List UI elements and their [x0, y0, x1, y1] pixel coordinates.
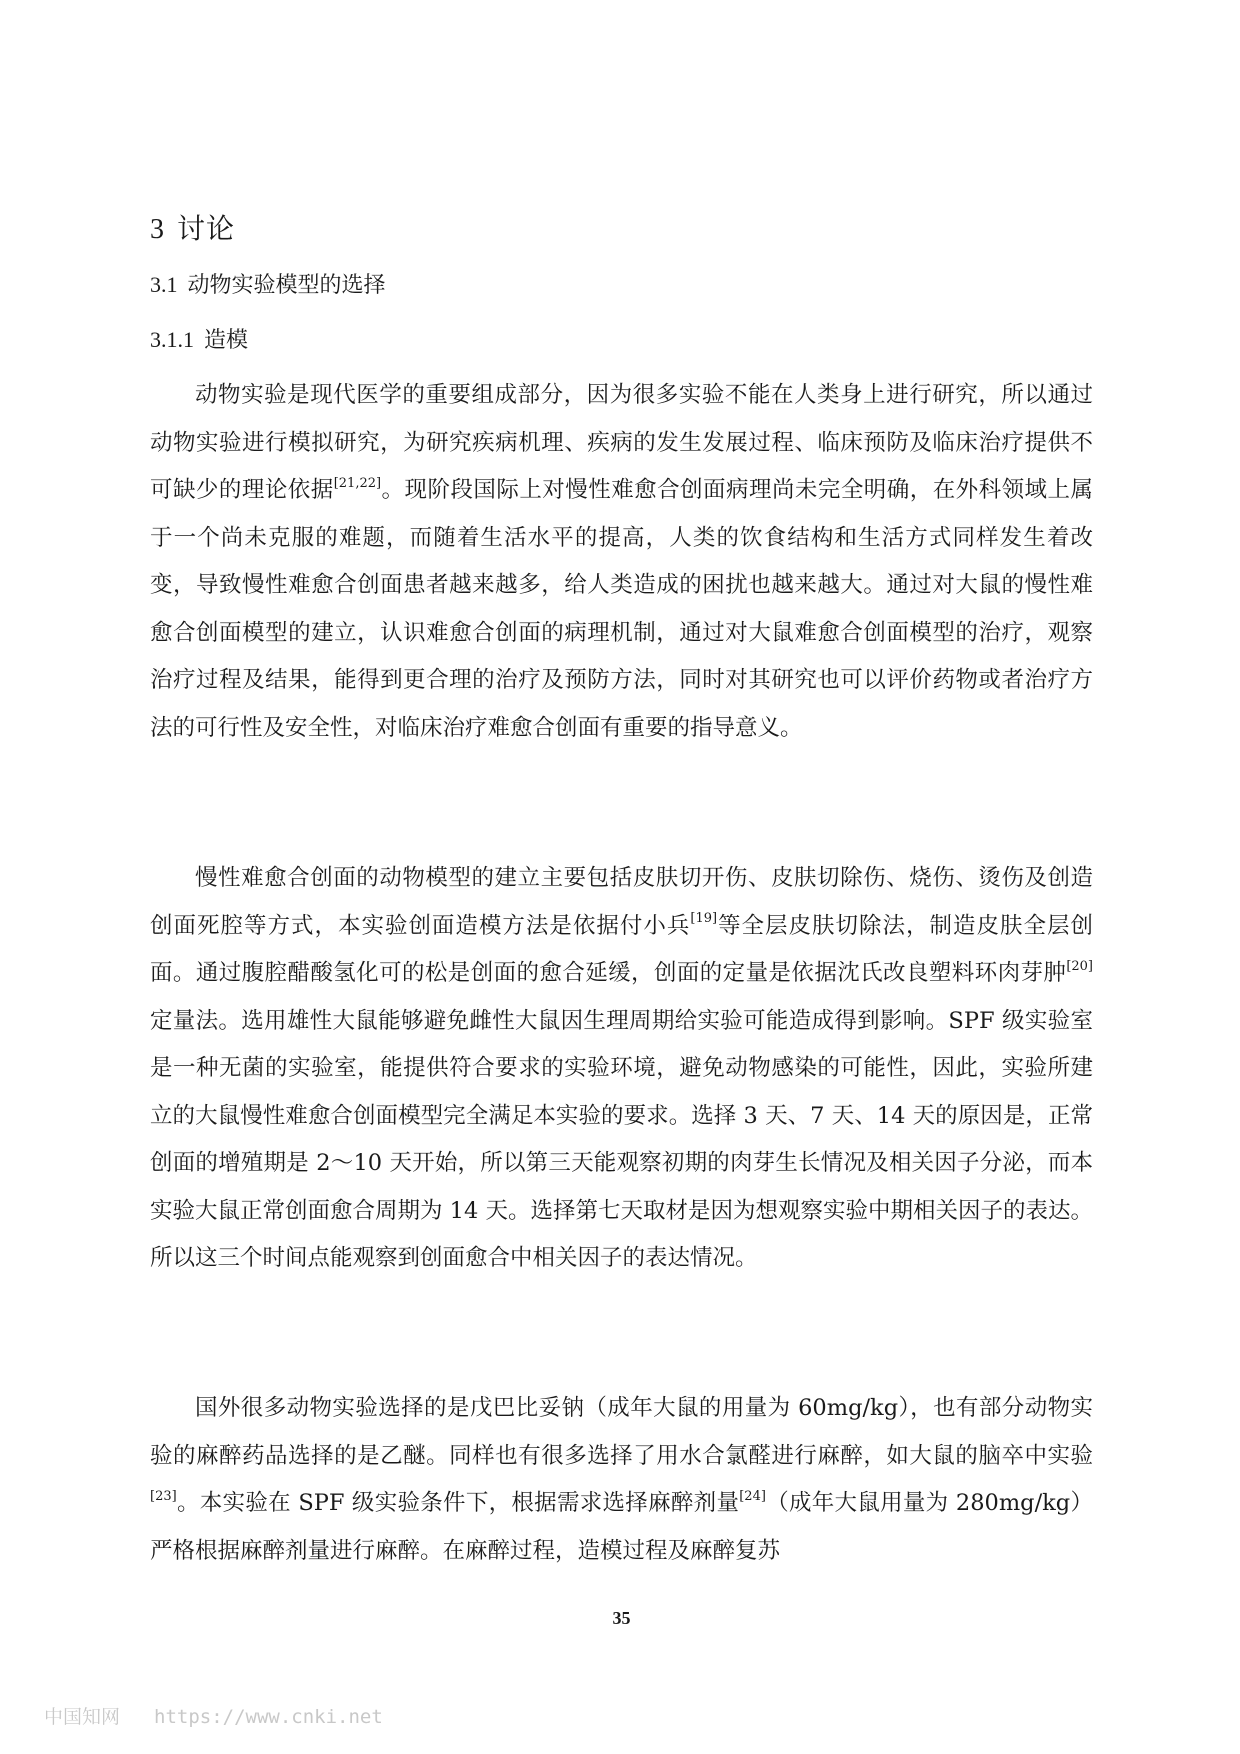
- paragraph-text: 。现阶段国际上对慢性难愈合创面病理尚未完全明确，在外科领域上属于一个尚未克服的难题，而随着生活水平的提高，人类的饮食结构和生活方式同样发生着改变，导致慢性难愈合创面患者越来越多，给人类造成的困扰也越来越大。通过对大鼠的慢性难愈合创面模型的建立，认识难愈合创面的病理机制，通过对大鼠难愈合创面模型的治疗，观察治疗过程及结果，能得到更合理的治疗及预防方法，同时对其研究也可以评价药物或者治疗方法的可行性及安全性，对临床治疗难愈合创面有重要的指导意义。: [150, 477, 1093, 741]
- subsection-title: 动物实验模型的选择: [187, 273, 386, 298]
- paragraph-text: 慢性难愈合创面的动物模型的建立主要包括皮肤切开伤、皮肤切除伤、烧伤、烫伤及创造创面死腔等方式，本实验创面造模方法是依据付小兵: [150, 865, 1093, 939]
- paragraph-text: 国外很多动物实验选择的是戊巴比妥钠（成年大鼠的用量为 60mg/kg），也有部分动物实验的麻醉药品选择的是乙醚。同样也有很多选择了用水合氯醛进行麻醉，如大鼠的脑卒中实验: [150, 1395, 1093, 1469]
- citation-ref: [24]: [739, 1488, 766, 1504]
- paragraph-text: 动物实验是现代医学的重要组成部分，因为很多实验不能在人类身上进行研究，所以通过动物实验进行模拟研究，为研究疾病机理、疾病的发生发展过程、临床预防及临床治疗提供不可缺少的理论依据: [150, 382, 1093, 503]
- paragraph-3-block: [150, 1385, 1093, 1575]
- section-number: 3: [150, 214, 165, 245]
- watermark-url: https://www.cnki.net: [154, 1706, 383, 1728]
- section-title: 讨论: [177, 212, 236, 245]
- subsection-heading: [150, 268, 386, 299]
- subsection-number: 3.1: [150, 272, 178, 297]
- citation-ref: [23]: [150, 1488, 177, 1504]
- body-paragraph: [150, 372, 1093, 752]
- watermark-brand: 中国知网: [44, 1706, 121, 1728]
- page-number: 35: [612, 1608, 631, 1628]
- paragraph-2-block: [150, 855, 1093, 1283]
- citation-ref: [20]: [1066, 958, 1093, 974]
- section-heading: [150, 207, 235, 247]
- citation-ref: [21,22]: [333, 475, 382, 491]
- subsubsection-number: 3.1.1: [150, 327, 194, 352]
- watermark: [44, 1702, 383, 1729]
- paragraph-text: 定量法。选用雄性大鼠能够避免雌性大鼠因生理周期给实验可能造成得到影响。SPF 级实验室是一种无菌的实验室，能提供符合要求的实验环境，避免动物感染的可能性，因此，实验所建立的大鼠慢性难愈合创面模型完全满足本实验的要求。选择 3 天、7 天、14 天的原因是，正常创面的增殖期是 2～10 天开始，所以第三天能观察初期的肉芽生长情况及相关因子分泌，而本实验大鼠正常创面愈合周期为 14 天。选择第七天取材是因为想观察实验中期相关因子的表达。所以这三个时间点能观察到创面愈合中相关因子的表达情况。: [150, 1007, 1093, 1271]
- body-paragraph: [150, 1385, 1093, 1575]
- citation-ref: [19]: [690, 911, 718, 926]
- body-paragraph: [150, 855, 1093, 1283]
- subsubsection-title: 造模: [204, 328, 249, 353]
- paragraph-text: （成年大鼠用量为 280mg/kg）严格根据麻醉剂量进行麻醉。在麻醉过程，造模过程及麻醉复苏: [150, 1490, 1093, 1564]
- subsubsection-heading: [150, 323, 248, 354]
- paragraph-1-block: [150, 372, 1093, 752]
- paragraph-text: 等全层皮肤切除法，制造皮肤全层创面。通过腹腔醋酸氢化可的松是创面的愈合延缓，创面的定量是依据沈氏改良塑料环肉芽肿: [150, 912, 1093, 986]
- paragraph-text: 。本实验在 SPF 级实验条件下，根据需求选择麻醉剂量: [176, 1490, 740, 1516]
